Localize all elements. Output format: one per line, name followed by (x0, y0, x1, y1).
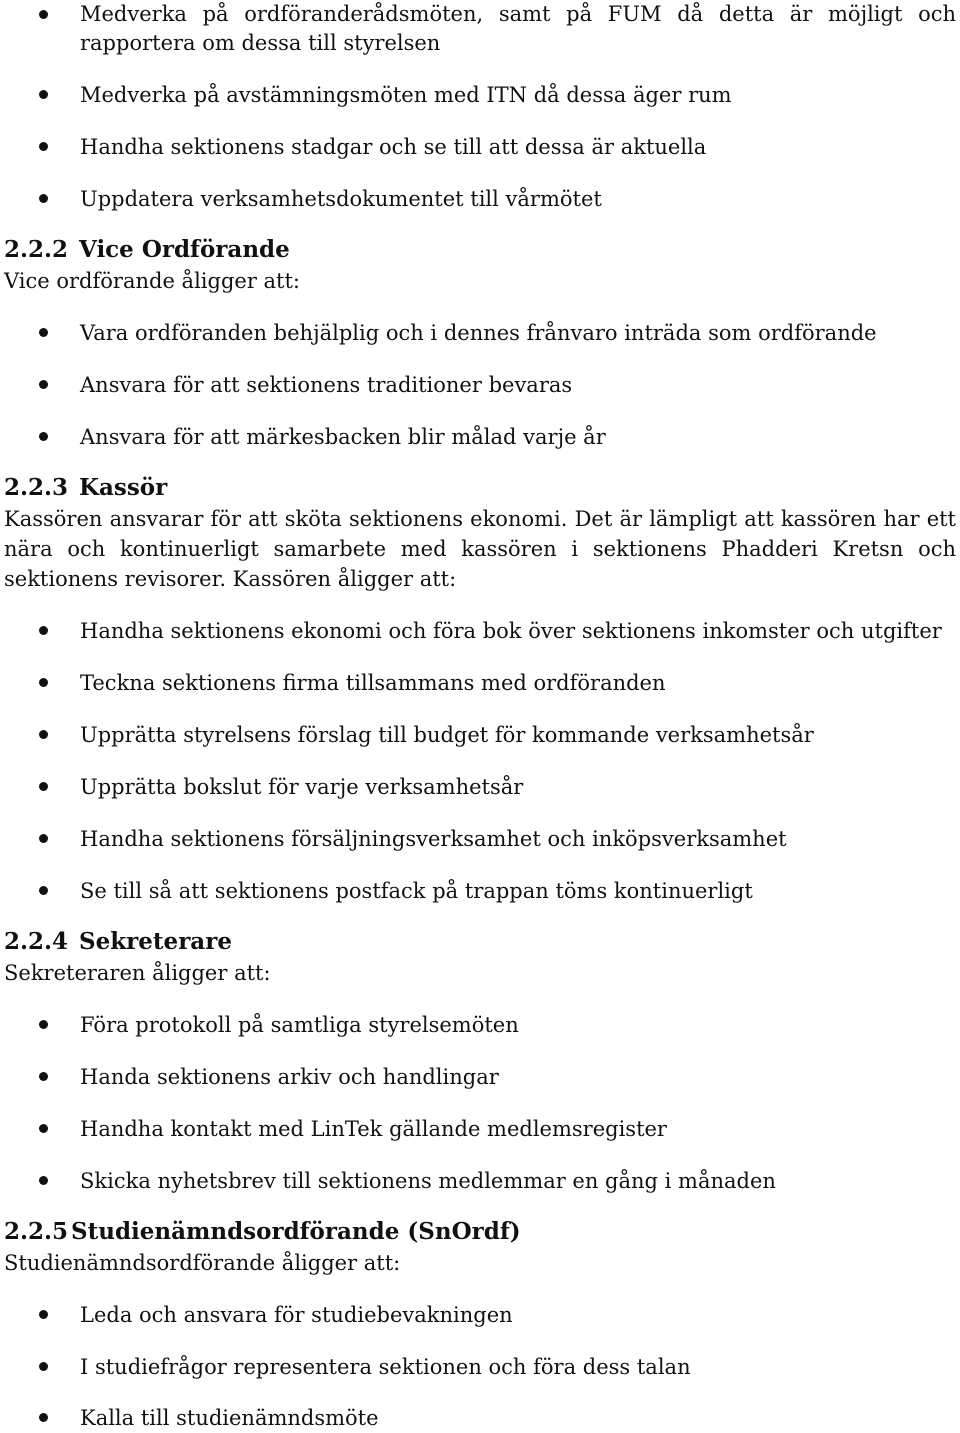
list-item-text: Handha sektionens ekonomi och föra bok över sektionens inkomster och utgifter (80, 619, 942, 643)
bullet-icon (39, 1072, 48, 1081)
list-item-text: Skicka nyhetsbrev till sektionens medlemmar en gång i månaden (80, 1169, 776, 1193)
list-item (0, 132, 960, 162)
list-item-text: Upprätta bokslut för varje verksamhetsår (80, 775, 524, 799)
list-item-text: Upprätta styrelsens förslag till budget för kommande verksamhetsår (80, 723, 814, 747)
bullet-icon (39, 1362, 48, 1371)
list-item (0, 1114, 960, 1144)
section-heading-sekreterare (4, 926, 232, 958)
list-item (0, 1166, 960, 1196)
list-item (0, 318, 960, 348)
list-item-text: Se till så att sektionens postfack på trappan töms kontinuerligt (80, 879, 753, 903)
list-item-text: Ansvara för att sektionens traditioner bevaras (80, 373, 573, 397)
bullet-icon (39, 1310, 48, 1319)
list-item-text: Uppdatera verksamhetsdokumentet till vårmötet (80, 187, 602, 211)
list-item-text: Kalla till studienämndsmöte (80, 1406, 379, 1430)
bullet-icon (39, 730, 48, 739)
list-item (0, 668, 960, 698)
section-number: 2.2.3 (4, 474, 69, 501)
bullet-icon (39, 886, 48, 895)
section-heading-snordf (4, 1216, 521, 1248)
bullet-icon (39, 10, 48, 19)
list-item (0, 772, 960, 802)
list-item (0, 422, 960, 452)
section-title: Kassör (79, 474, 168, 501)
section-number: 2.2.2 (4, 236, 69, 263)
bullet-icon (39, 194, 48, 203)
list-item (0, 876, 960, 906)
list-item-text: Handha kontakt med LinTek gällande medlemsregister (80, 1117, 667, 1141)
list-item (0, 0, 960, 60)
list-item (0, 1352, 960, 1382)
list-item-text: Vara ordföranden behjälplig och i dennes frånvaro inträda som ordförande (80, 321, 877, 345)
list-item-text: Medverka på ordföranderådsmöten, samt på FUM då detta är möjligt och rapportera om dessa till styrelsen (80, 2, 956, 55)
list-item-text: Ansvara för att märkesbacken blir målad varje år (80, 425, 606, 449)
section-number: 2.2.4 (4, 928, 69, 955)
bullet-icon (39, 678, 48, 687)
list-item-text: I studiefrågor representera sektionen och föra dess talan (80, 1355, 691, 1379)
list-item-text: Handha sektionens stadgar och se till att dessa är aktuella (80, 135, 707, 159)
section-intro: Studienämndsordförande åligger att: (4, 1251, 401, 1275)
list-item (0, 370, 960, 400)
bullet-icon (39, 626, 48, 635)
bullet-icon (39, 328, 48, 337)
bullet-icon (39, 1413, 48, 1422)
bullet-icon (39, 380, 48, 389)
section-title: Sekreterare (79, 928, 232, 955)
section-title: Studienämndsordförande (SnOrdf) (71, 1218, 521, 1245)
list-item (0, 616, 960, 646)
list-item-text: Handa sektionens arkiv och handlingar (80, 1065, 499, 1089)
list-item-text: Medverka på avstämningsmöten med ITN då dessa äger rum (80, 83, 732, 107)
section-intro: Kassören ansvarar för att sköta sektionens ekonomi. Det är lämpligt att kassören har ett nära och kontinuerligt samarbete med kassören i sektionens Phadderi Kretsn och sektionens revisorer. Kassören åligger att: (4, 507, 956, 591)
list-item-text: Föra protokoll på samtliga styrelsemöten (80, 1013, 519, 1037)
section-heading-kassor (4, 472, 167, 504)
list-item (0, 80, 960, 110)
list-item (0, 1300, 960, 1330)
list-item-text: Leda och ansvara för studiebevakningen (80, 1303, 513, 1327)
list-item (0, 824, 960, 854)
section-heading-vice (4, 234, 290, 266)
list-item (0, 1062, 960, 1092)
bullet-icon (39, 1020, 48, 1029)
section-number: 2.2.5 (4, 1218, 69, 1245)
section-intro: Sekreteraren åligger att: (4, 961, 271, 985)
list-item-text: Handha sektionens försäljningsverksamhet och inköpsverksamhet (80, 827, 787, 851)
list-item (0, 1403, 960, 1433)
bullet-icon (39, 90, 48, 99)
list-item (0, 720, 960, 750)
bullet-icon (39, 432, 48, 441)
bullet-icon (39, 782, 48, 791)
list-item (0, 184, 960, 214)
section-title: Vice Ordförande (79, 236, 290, 263)
bullet-icon (39, 834, 48, 843)
bullet-icon (39, 1124, 48, 1133)
list-item-text: Teckna sektionens firma tillsammans med ordföranden (80, 671, 666, 695)
section-intro: Vice ordförande åligger att: (4, 269, 300, 293)
bullet-icon (39, 142, 48, 151)
list-item (0, 1010, 960, 1040)
bullet-icon (39, 1176, 48, 1185)
